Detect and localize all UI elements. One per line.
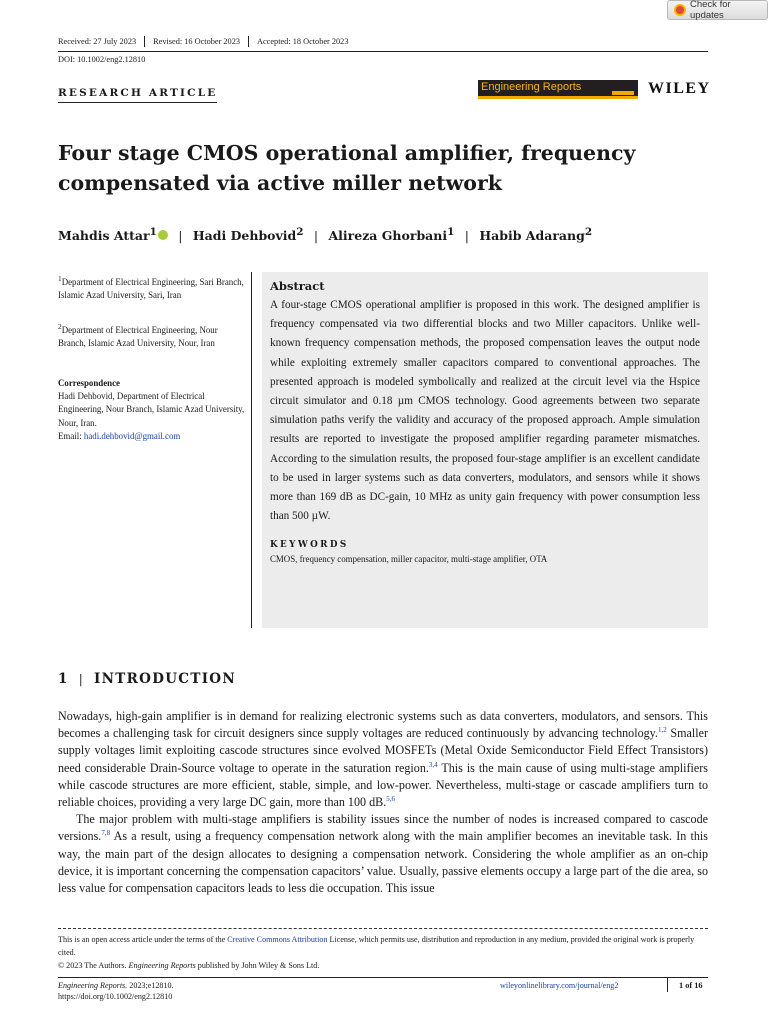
author-name[interactable]: Hadi Dehbovid bbox=[192, 228, 297, 244]
footer-divider bbox=[58, 977, 708, 978]
citation-link[interactable]: 3,4 bbox=[428, 760, 438, 769]
abstract-heading: Abstract bbox=[270, 279, 325, 293]
copyright-journal: Engineering Reports bbox=[128, 961, 196, 970]
check-for-updates-label: Check for updates bbox=[690, 0, 731, 21]
paragraph-text: As a result, using a frequency compensation network along with the main amplifier becomes an inevitable task. In this way, the main part of the design allocates to designing a compensation network. Considering the whole amplifier as an on-chip device, it is important concerning the compensation capacitors’ value. Usually, passive elements occupy a large part of the die area, so less value for compensation capacitors leads to less die occupation. This issue bbox=[58, 829, 708, 896]
license-notice bbox=[58, 934, 708, 959]
author-affiliation-marker: 2 bbox=[584, 226, 593, 238]
copyright-text: published by John Wiley & Sons Ltd. bbox=[195, 961, 320, 970]
license-text: This is an open access article under the terms of the bbox=[58, 935, 228, 944]
publisher-logo[interactable]: WILEY bbox=[648, 80, 711, 97]
citation-journal: Engineering Reports. bbox=[58, 981, 128, 990]
copyright-text: © 2023 The Authors. bbox=[58, 961, 129, 970]
received-date: Received: 27 July 2023 bbox=[58, 37, 137, 46]
author-separator: | bbox=[313, 228, 319, 244]
citation-detail: 2023;e12810. bbox=[127, 981, 174, 990]
author-name[interactable]: Mahdis Attar bbox=[58, 228, 150, 244]
journal-name: Engineering Reports bbox=[481, 81, 582, 93]
paragraph bbox=[58, 708, 708, 811]
page-number: 1 of 16 bbox=[679, 981, 703, 990]
correspondence-heading: Correspondence bbox=[58, 378, 120, 388]
orcid-icon[interactable] bbox=[158, 230, 168, 240]
journal-logo[interactable] bbox=[478, 80, 638, 99]
section-separator: | bbox=[78, 672, 85, 686]
introduction-body bbox=[58, 708, 708, 897]
email-link[interactable]: hadi.dehbovid@gmail.com bbox=[83, 430, 181, 441]
journal-url-link[interactable]: wileyonlinelibrary.com/journal/eng2 bbox=[500, 981, 619, 990]
citation-link[interactable]: 1,2 bbox=[657, 726, 667, 735]
citation-link[interactable]: 7,8 bbox=[101, 829, 111, 838]
paragraph-text: Nowadays, high-gain amplifier is in demand for realizing electronic systems such as data converters, modulators, and sensors. This becomes a challenging task for circuit designers since supply voltages are reduced continuously by advancing technology. bbox=[58, 709, 708, 741]
article-dates bbox=[58, 36, 356, 47]
revised-date: Revised: 16 October 2023 bbox=[144, 36, 248, 47]
correspondence bbox=[58, 377, 248, 443]
affiliation-number: 2 bbox=[58, 322, 62, 331]
affiliation bbox=[58, 272, 244, 302]
correspondence-email-line bbox=[58, 430, 248, 443]
footnote-divider bbox=[58, 928, 708, 929]
author-name[interactable]: Alireza Ghorbani bbox=[328, 228, 448, 244]
section-heading bbox=[58, 671, 236, 687]
check-for-updates-button[interactable] bbox=[667, 0, 768, 20]
author-list bbox=[58, 226, 708, 243]
section-number: 1 bbox=[58, 671, 69, 687]
doi: DOI: 10.1002/eng2.12810 bbox=[58, 55, 146, 64]
copyright-notice bbox=[58, 961, 319, 970]
license-text: License, which permits use, distribution and reproduction in any medium, provided the original work is properly cited. bbox=[58, 935, 695, 957]
author-affiliation-marker: 1 bbox=[447, 226, 455, 238]
paragraph-text: Smaller supply voltages limit exploiting cascode structures since evolved MOSFETs (Metal Oxide Semiconductor Field Effect Transistors) need considerable Drain-Source voltage to operate in the saturation region. bbox=[58, 726, 708, 775]
affiliation bbox=[58, 320, 244, 350]
crossmark-icon bbox=[674, 4, 686, 16]
header-divider bbox=[58, 51, 708, 52]
paragraph-text: This is the main cause of using multi-stage amplifiers while cascode structures are more efficient, stable, simple, and low-power. Nevertheless, multi-stage or cascade amplifiers turn to reliable choices, providing a very large DC gain, more than 100 dB. bbox=[58, 760, 708, 810]
license-link[interactable]: Creative Commons Attribution bbox=[227, 935, 328, 944]
accepted-date: Accepted: 18 October 2023 bbox=[248, 36, 356, 47]
section-title: INTRODUCTION bbox=[94, 671, 237, 687]
abstract-text: A four-stage CMOS operational amplifier is proposed in this work. The designed amplifier is frequency compensated via two differential blocks and two Miller capacitors. Unlike well-known frequency compensation methods, the proposed compensation leaves the output node while exploiting extremely smaller capacitors compared to conventional approaches. The presented approach is modeled symbolically and realized at the circuit level via the Hspice circuit simulator and 0.18 µm CMOS technology. Good agreements between two separate simulation paths verify the validity and accuracy of the proposed approach. Ample simulation results are reported to investigate the proposed amplifier regarding parameter mismatches. According to the simulation results, the proposed four-stage amplifier is an excellent candidate to be used in larger systems such as data converters, modulators, and sensors while it shows more than 169 dB as DC-gain, 10 MHz as unity gain frequency with power consumption less than 500 µW. bbox=[270, 299, 700, 523]
citation-link[interactable]: 5,6 bbox=[386, 794, 395, 803]
abstract-divider bbox=[251, 272, 252, 628]
page-divider bbox=[667, 978, 668, 992]
author-name[interactable]: Habib Adarang bbox=[479, 228, 585, 244]
article-type-label: RESEARCH ARTICLE bbox=[58, 87, 217, 103]
affiliation-text: Department of Electrical Engineering, Nour Branch, Islamic Azad University, Nour, Iran bbox=[58, 324, 218, 349]
keywords-text: CMOS, frequency compensation, miller capacitor, multi-stage amplifier, OTA bbox=[270, 554, 548, 565]
author-affiliation-marker: 2 bbox=[296, 226, 304, 238]
email-label: Email: bbox=[58, 430, 84, 441]
open-access-tag-icon bbox=[612, 91, 634, 95]
author-affiliation-marker: 1 bbox=[149, 226, 157, 238]
citation-line bbox=[58, 981, 174, 990]
article-title: Four stage CMOS operational amplifier, frequency compensated via active miller network bbox=[58, 141, 636, 195]
paragraph-text: The major problem with multi-stage amplifiers is stability issues since the number of nodes is increased compared to cascode versions. bbox=[58, 812, 708, 844]
affiliation-number: 1 bbox=[58, 274, 62, 283]
affiliation-text: Department of Electrical Engineering, Sari Branch, Islamic Azad University, Sari, Iran bbox=[58, 276, 244, 301]
paragraph bbox=[58, 811, 708, 897]
correspondence-text: Hadi Dehbovid, Department of Electrical Engineering, Nour Branch, Islamic Azad University, Nour, Iran. bbox=[58, 391, 245, 428]
author-separator: | bbox=[464, 228, 469, 244]
abstract-panel bbox=[262, 272, 708, 628]
author-separator: | bbox=[178, 228, 183, 244]
keywords-heading: KEYWORDS bbox=[270, 540, 349, 551]
citation-doi[interactable]: https://doi.org/10.1002/eng2.12810 bbox=[58, 992, 173, 1001]
